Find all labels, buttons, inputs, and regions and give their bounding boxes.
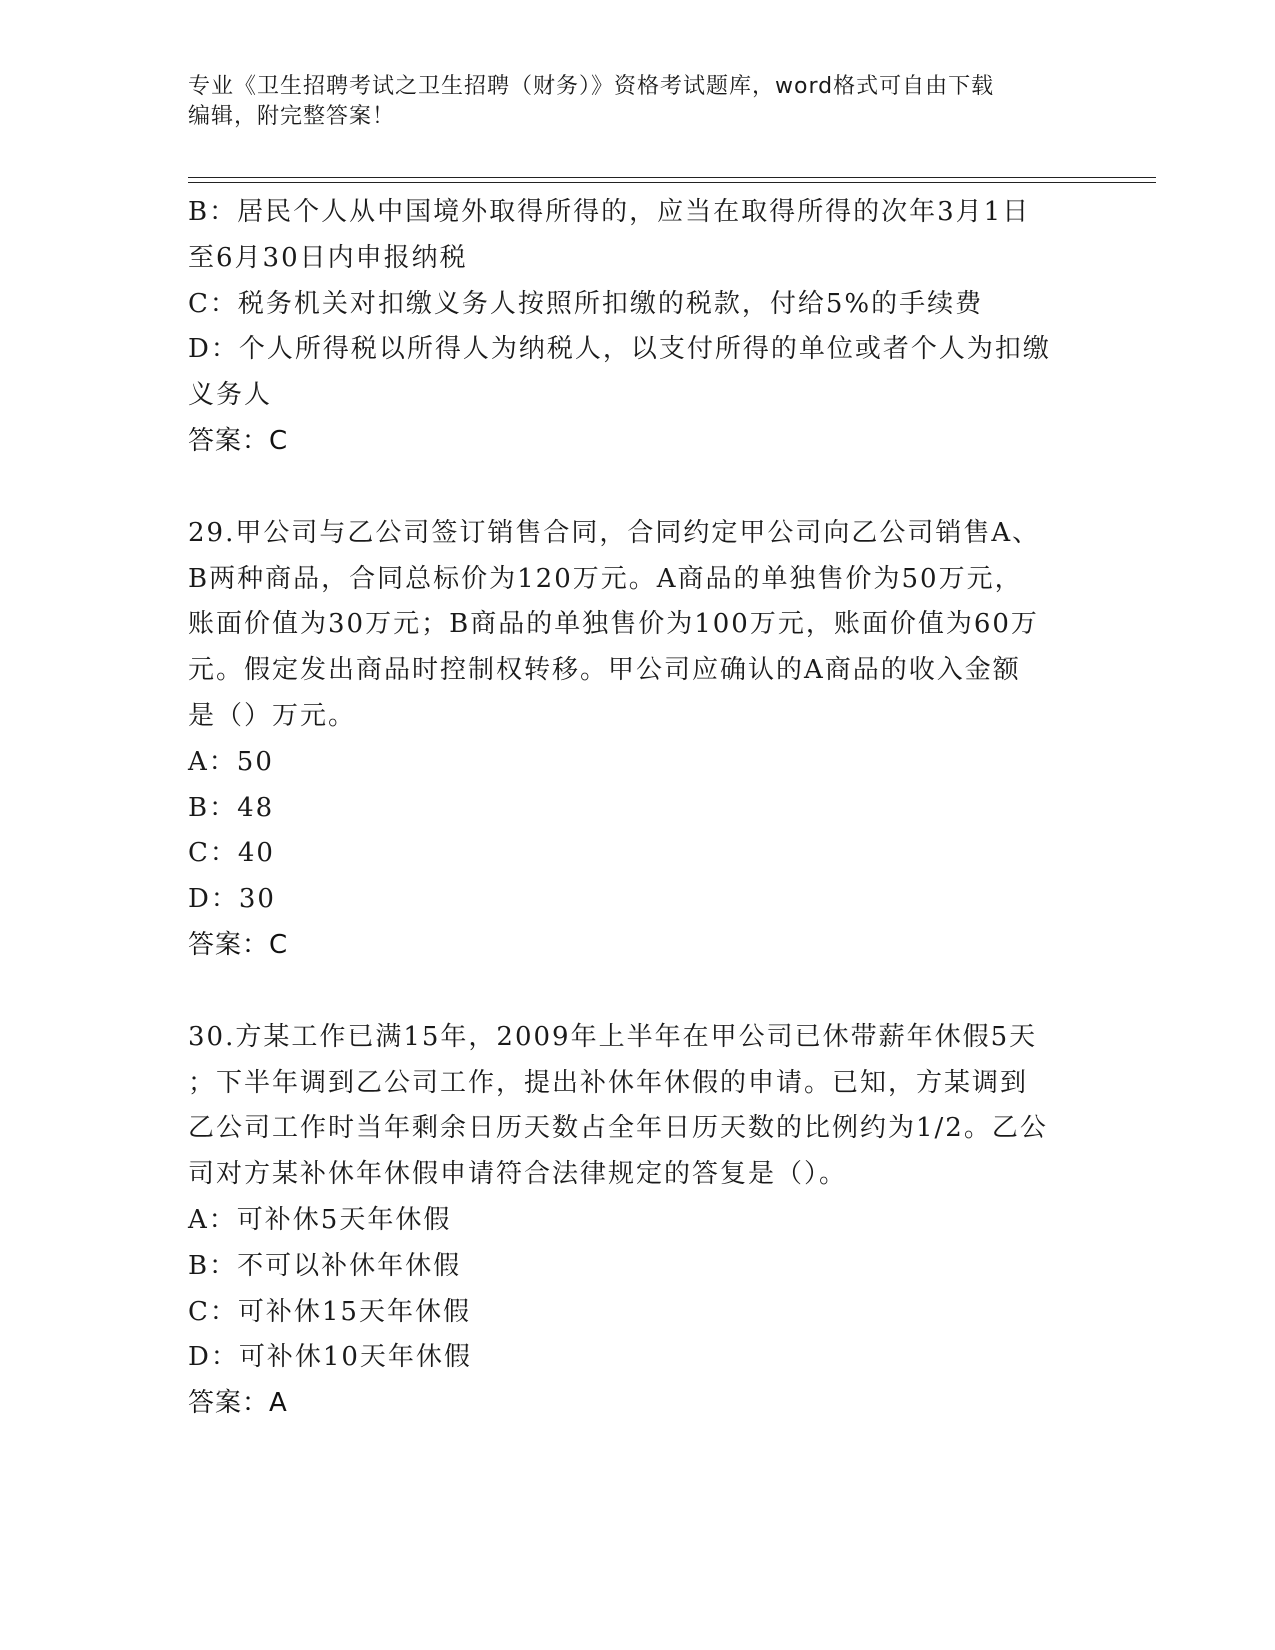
answer: 答案：C — [188, 929, 289, 960]
option-d-continued: 义务人 — [188, 380, 273, 411]
option-c: C：税务机关对扣缴义务人按照所扣缴的税款，付给5%的手续费 — [188, 288, 984, 319]
option-b: B：不可以补休年休假 — [188, 1250, 462, 1281]
option-b: B：48 — [188, 792, 275, 823]
option-d: D：30 — [188, 884, 276, 915]
option-d: D：可补休10天年休假 — [188, 1342, 472, 1373]
question-stem-continued: 是（）万元。 — [188, 700, 357, 731]
header-line-2: 编辑，附完整答案！ — [188, 104, 396, 129]
question-spacer — [188, 969, 1088, 1015]
question-30 — [188, 1015, 1088, 1427]
question-stem-continued: ；下半年调到乙公司工作，提出补休年休假的申请。已知，方某调到 — [188, 1067, 1029, 1098]
question-stem-continued: 司对方某补休年休假申请符合法律规定的答复是（）。 — [188, 1159, 848, 1190]
option-b: B：居民个人从中国境外取得所得的，应当在取得所得的次年3月1日 — [188, 197, 1031, 227]
question-spacer — [188, 465, 1088, 511]
header-rule-top — [188, 177, 1156, 178]
question-body — [188, 190, 1088, 1427]
question-stem: 29.甲公司与乙公司签订销售合同，合同约定甲公司向乙公司销售A、 — [188, 517, 1041, 548]
option-a: A：可补休5天年休假 — [188, 1204, 452, 1235]
option-c: C：可补休15天年休假 — [188, 1296, 471, 1327]
question-stem-continued: 元。假定发出商品时控制权转移。甲公司应确认的A商品的收入金额 — [188, 655, 1021, 686]
header-line-1: 专业《卫生招聘考试之卫生招聘（财务）》资格考试题库，word格式可自由下载 — [188, 74, 995, 99]
option-a: A：50 — [188, 746, 274, 777]
header-rule-bottom — [188, 182, 1156, 183]
question-29 — [188, 511, 1088, 969]
question-28-tail — [188, 190, 1088, 465]
question-stem-continued: B两种商品，合同总标价为120万元。A商品的单独售价为50万元， — [188, 563, 1023, 594]
document-header — [188, 72, 1088, 132]
answer: 答案：A — [188, 1388, 288, 1419]
question-stem: 30.方某工作已满15年，2009年上半年在甲公司已休带薪年休假5天 — [188, 1021, 1038, 1052]
answer: 答案：C — [188, 425, 289, 456]
option-d: D：个人所得税以所得人为纳税人，以支付所得的单位或者个人为扣缴 — [188, 334, 1051, 365]
option-b-continued: 至6月30日内申报纳税 — [188, 242, 468, 273]
option-c: C：40 — [188, 838, 275, 869]
question-stem-continued: 乙公司工作时当年剩余日历天数占全年日历天数的比例约为1/2。乙公 — [188, 1113, 1048, 1144]
question-stem-continued: 账面价值为30万元；B商品的单独售价为100万元，账面价值为60万 — [188, 609, 1039, 640]
